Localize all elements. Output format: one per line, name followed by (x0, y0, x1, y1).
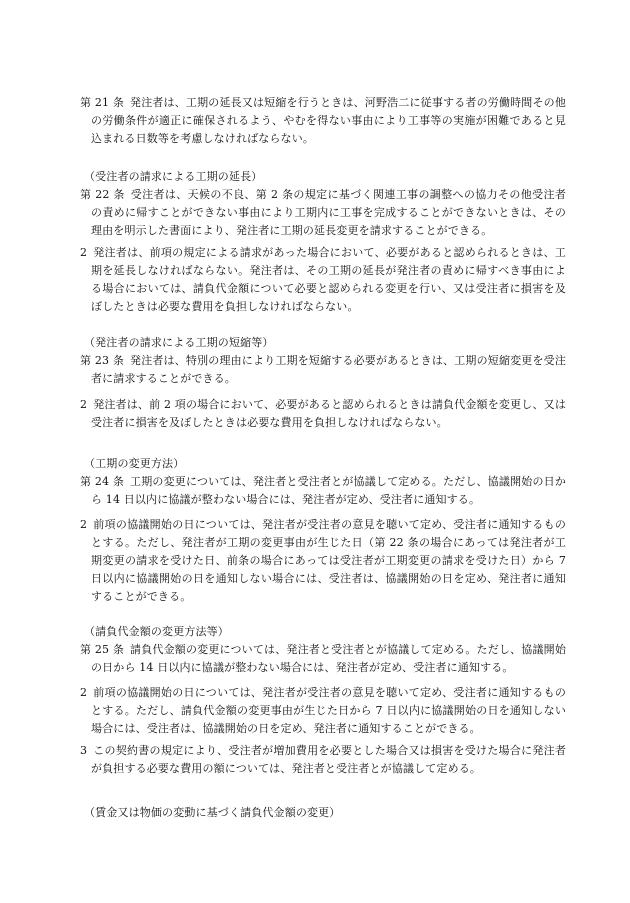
article-23-heading: （発注者の請求による工期の短縮等） (84, 336, 274, 349)
article-25-paragraph-2-text: 前項の協議開始の日については、発注者が受注者の意見を聴いて定め、受注者に通知するものとする。ただし、請負代金額の変更事由が生じた日から 7 日以内に協議開始の日を通知しない場合には、受注者は、協議開始の日を定め、発注者に通知することができる。 (91, 686, 566, 735)
article-21 (80, 94, 566, 148)
article-22-paragraph-2-number: 2 (80, 246, 88, 259)
article-24 (80, 473, 566, 509)
article-22 (80, 186, 566, 240)
article-22-heading: （受注者の請求による工期の延長） (84, 170, 263, 183)
article-21-text: 発注者は、工期の延長又は短縮を行うときは、河野浩二に従事する者の労働時間その他の労働条件が適正に確保されるよう、やむを得ない事由により工事等の実施が困難であると見込まれる日数等を考慮しなければならない。 (91, 96, 566, 145)
article-23-label: 第 23 条 (80, 354, 125, 367)
article-25-label: 第 25 条 (80, 643, 125, 656)
article-25-paragraph-2-number: 2 (80, 686, 88, 699)
article-23-paragraph-2-number: 2 (80, 398, 88, 411)
article-21-label: 第 21 条 (80, 96, 125, 109)
article-23-paragraph-2 (80, 396, 566, 432)
article-24-paragraph-2-number: 2 (80, 518, 88, 531)
article-22-label: 第 22 条 (80, 188, 125, 201)
article-25 (80, 641, 566, 677)
article-24-text: 工期の変更については、発注者と受注者とが協議して定める。ただし、協議開始の日から 14 日以内に協議が整わない場合には、発注者が定め、受注者に通知する。 (91, 475, 566, 506)
article-24-label: 第 24 条 (80, 475, 125, 488)
article-22-text: 受注者は、天候の不良、第 2 条の規定に基づく関連工事の調整への協力その他受注者の責めに帰すことができない事由により工期内に工事を完成することができないときは、その理由を明示した書面により、発注者に工期の延長変更を請求することができる。 (91, 188, 566, 237)
article-25-paragraph-3 (80, 742, 566, 778)
article-24-paragraph-2 (80, 516, 566, 606)
article-23 (80, 352, 566, 388)
article-25-paragraph-2 (80, 684, 566, 738)
article-22-paragraph-2 (80, 244, 566, 316)
article-25-text: 請負代金額の変更については、発注者と受注者とが協議して定める。ただし、協議開始の日から 14 日以内に協議が整わない場合には、発注者が定め、受注者に通知する。 (91, 643, 566, 674)
article-25-heading: （請負代金額の変更方法等） (84, 625, 229, 638)
article-26-heading: （賃金又は物価の変動に基づく請負代金額の変更） (84, 806, 341, 819)
article-24-paragraph-2-text: 前項の協議開始の日については、発注者が受注者の意見を聴いて定め、受注者に通知するものとする。ただし、発注者が工期の変更事由が生じた日（第 22 条の場合にあっては発注者が工期変更の請求を受けた日、前条の場合にあっては受注者が工期変更の請求を受けた日）から 7 日以内に協議開始の日を通知しない場合には、受注者は、協議開始の日を定め、発注者に通知することができる。 (91, 518, 566, 603)
article-23-text: 発注者は、特別の理由により工期を短縮する必要があるときは、工期の短縮変更を受注者に請求することができる。 (91, 354, 566, 385)
article-24-heading: （工期の変更方法） (84, 457, 185, 470)
article-23-paragraph-2-text: 発注者は、前 2 項の場合において、必要があると認められるときは請負代金額を変更し、又は受注者に損害を及ぼしたときは必要な費用を負担しなければならない。 (91, 398, 566, 429)
article-22-paragraph-2-text: 発注者は、前項の規定による請求があった場合において、必要があると認められるときは、工期を延長しなければならない。発注者は、その工期の延長が発注者の責めに帰すべき事由による場合においては、請負代金額について必要と認められる変更を行い、又は受注者に損害を及ぼしたときは必要な費用を負担しなければならない。 (91, 246, 566, 313)
article-25-paragraph-3-text: この契約書の規定により、受注者が増加費用を必要とした場合又は損害を受けた場合に発注者が負担する必要な費用の額については、発注者と受注者とが協議して定める。 (91, 744, 566, 775)
article-25-paragraph-3-number: 3 (80, 744, 88, 757)
